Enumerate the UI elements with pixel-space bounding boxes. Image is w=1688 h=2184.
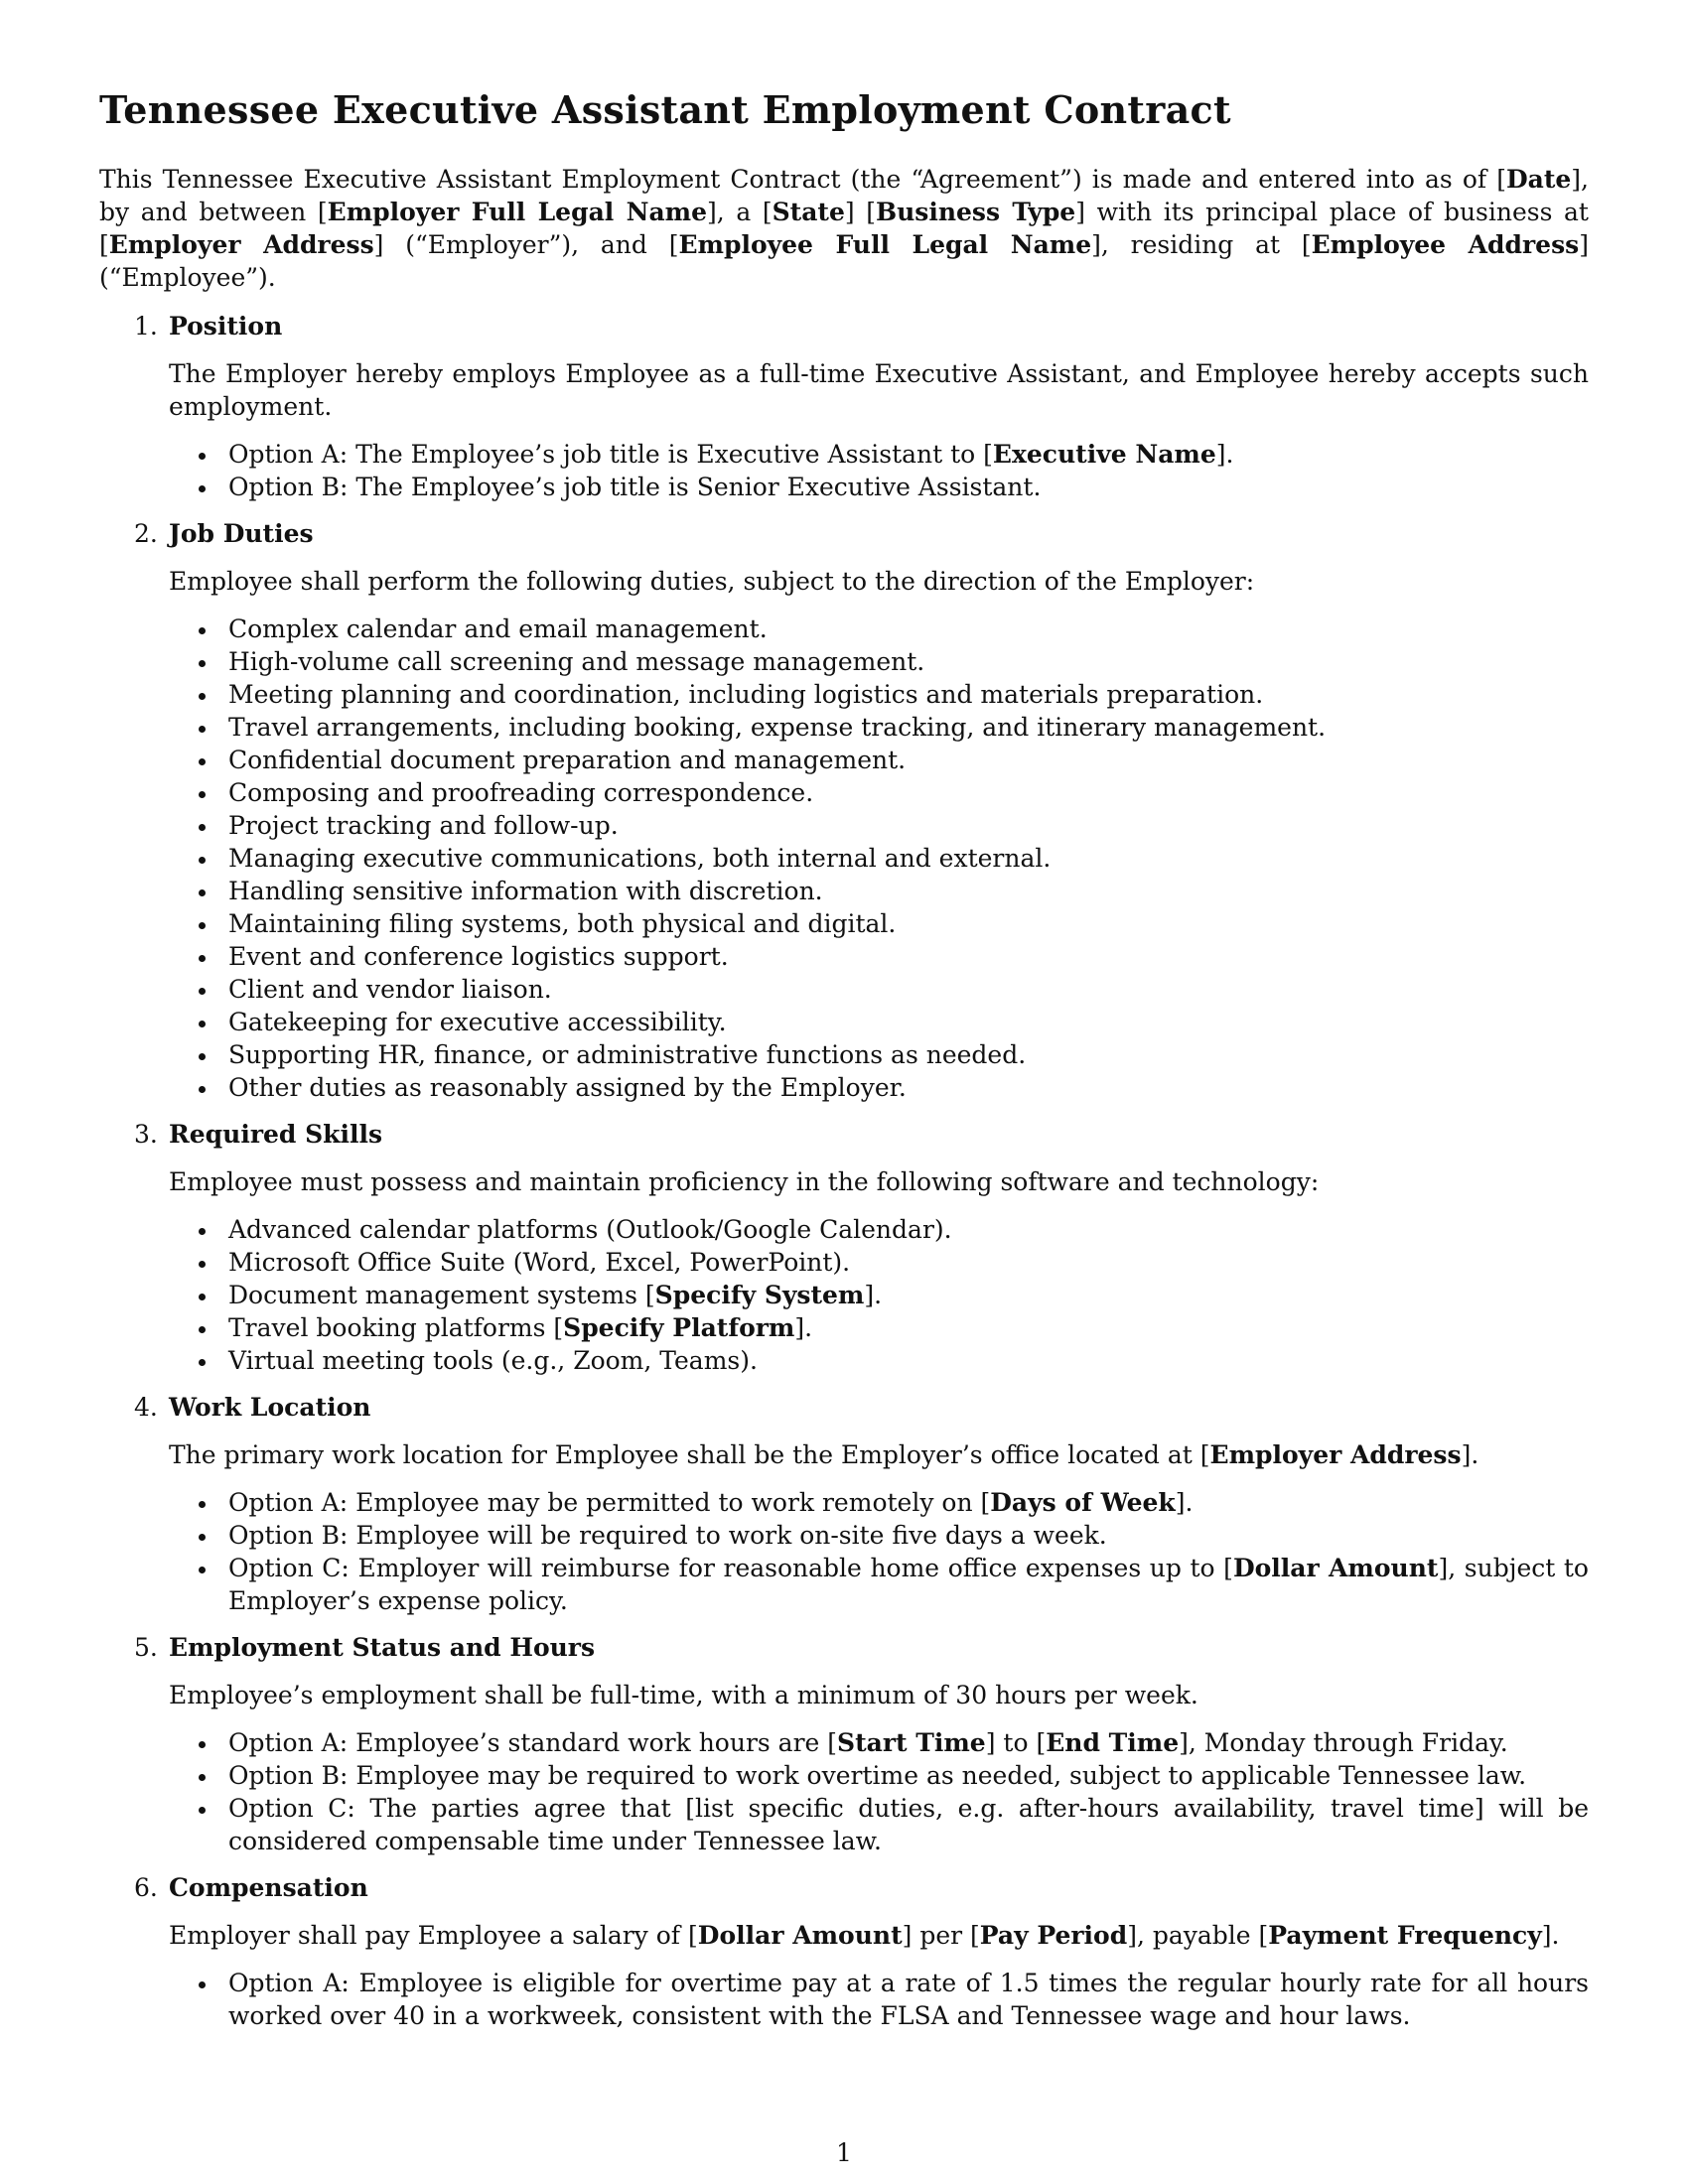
placeholder-executive-name: Executive Name [992, 439, 1216, 469]
option-item [169, 1552, 1589, 1617]
placeholder-employer-name: Employer Full Legal Name [327, 197, 708, 226]
list-item: Other duties as reasonably assigned by the Employer. [169, 1071, 1589, 1104]
intro-text: ] [ [844, 197, 876, 226]
list-item: Client and vendor liaison. [169, 973, 1589, 1006]
list-item: Supporting HR, finance, or administrative functions as needed. [169, 1038, 1589, 1071]
section-paragraph: Employee shall perform the following duties, subject to the direction of the Employer: [169, 566, 1255, 596]
section-paragraph: Employee’s employment shall be full-time, with a minimum of 30 hours per week. [169, 1680, 1198, 1709]
section-compensation [99, 1871, 1589, 2032]
section-work-location [99, 1391, 1589, 1617]
placeholder-dollar-amount: Dollar Amount [697, 1920, 903, 1950]
option-list [169, 438, 1589, 503]
placeholder-pay-period: Pay Period [979, 1920, 1128, 1950]
option-list [169, 1486, 1589, 1617]
placeholder-date: Date [1505, 164, 1572, 194]
option-text: Option A: The Employee’s job title is Executive Assistant to [ [228, 439, 993, 469]
placeholder-days-of-week: Days of Week [990, 1487, 1176, 1517]
list-item: Gatekeeping for executive accessibility. [169, 1006, 1589, 1038]
intro-text: ], residing at [ [1091, 229, 1312, 259]
list-item: Composing and proofreading correspondence. [169, 776, 1589, 809]
skill-list [169, 1213, 1589, 1377]
option-item [169, 438, 1589, 471]
intro-text: This Tennessee Executive Assistant Employment Contract (the “Agreement”) is made and entered into as of [ [99, 164, 1506, 194]
list-item: Meeting planning and coordination, including logistics and materials preparation. [169, 678, 1589, 711]
placeholder-business-type: Business Type [875, 197, 1076, 226]
placeholder-employer-address: Employer Address [108, 229, 374, 259]
option-item [169, 1726, 1589, 1759]
intro-text: ], a [ [707, 197, 773, 226]
list-item [169, 1279, 1589, 1311]
paragraph-text: ]. [1461, 1439, 1479, 1469]
option-item: Option B: The Employee’s job title is Senior Executive Assistant. [169, 471, 1589, 503]
document-title: Tennessee Executive Assistant Employment Contract [99, 87, 1231, 132]
option-item: Option B: Employee may be required to work overtime as needed, subject to applicable Tennessee law. [169, 1759, 1589, 1792]
duty-list [169, 613, 1589, 1104]
placeholder-payment-frequency: Payment Frequency [1268, 1920, 1542, 1950]
item-text: ]. [794, 1312, 813, 1342]
section-paragraph: The Employer hereby employs Employee as a full-time Executive Assistant, and Employee hereby accepts such employment. [169, 358, 1589, 421]
intro-paragraph [99, 163, 1589, 294]
list-item: High-volume call screening and message management. [169, 645, 1589, 678]
option-text: Option A: Employee’s standard work hours are [ [228, 1727, 838, 1757]
option-text: ], Monday through Friday. [1179, 1727, 1508, 1757]
option-item: Option B: Employee will be required to work on-site five days a week. [169, 1519, 1589, 1552]
list-item: Advanced calendar platforms (Outlook/Google Calendar). [169, 1213, 1589, 1246]
option-text: ] to [ [985, 1727, 1047, 1757]
intro-text: ] (“Employee”). [99, 229, 1589, 292]
list-item: Managing executive communications, both internal and external. [169, 842, 1589, 875]
placeholder-dollar-amount: Dollar Amount [1232, 1553, 1439, 1582]
placeholder-end-time: End Time [1046, 1727, 1180, 1757]
intro-text: ] (“Employer”), and [ [373, 229, 679, 259]
list-item: Virtual meeting tools (e.g., Zoom, Teams). [169, 1344, 1589, 1377]
paragraph-text: ] per [ [902, 1920, 980, 1950]
section-number: 4. [134, 1392, 158, 1422]
paragraph-text: Employer shall pay Employee a salary of [ [169, 1920, 698, 1950]
section-number: 5. [134, 1632, 158, 1662]
intro-text: ], by and between [ [99, 164, 1589, 226]
section-heading: Required Skills [169, 1119, 383, 1149]
section-employment-status [99, 1631, 1589, 1857]
section-heading: Employment Status and Hours [169, 1632, 596, 1662]
item-text: Travel booking platforms [ [228, 1312, 564, 1342]
option-text: Option C: Employer will reimburse for reasonable home office expenses up to [ [228, 1553, 1233, 1582]
section-paragraph [169, 1919, 1589, 1952]
section-heading: Work Location [169, 1392, 371, 1422]
list-item: Project tracking and follow-up. [169, 809, 1589, 842]
placeholder-start-time: Start Time [837, 1727, 986, 1757]
option-text: ]. [1215, 439, 1234, 469]
section-position [99, 310, 1589, 503]
section-required-skills [99, 1118, 1589, 1377]
placeholder-specify-platform: Specify Platform [563, 1312, 795, 1342]
placeholder-employer-address: Employer Address [1209, 1439, 1462, 1469]
option-item: Option A: Employee is eligible for overtime pay at a rate of 1.5 times the regular hourly rate for all hours worked over 40 in a workweek, consistent with the FLSA and Tennessee wage and hour laws. [169, 1967, 1589, 2032]
section-paragraph [169, 1438, 1589, 1471]
section-job-duties [99, 517, 1589, 1104]
intro-text: ] with its principal place of business at [ [99, 197, 1589, 259]
option-item: Option C: The parties agree that [list specific duties, e.g. after-hours availability, travel time] will be considered compensable time under Tennessee law. [169, 1792, 1589, 1857]
section-number: 6. [134, 1872, 158, 1902]
document-page [99, 87, 1589, 2046]
placeholder-specify-system: Specify System [654, 1280, 865, 1309]
list-item: Travel arrangements, including booking, expense tracking, and itinerary management. [169, 711, 1589, 744]
section-heading: Position [169, 311, 283, 341]
list-item: Complex calendar and email management. [169, 613, 1589, 645]
placeholder-employee-address: Employee Address [1311, 229, 1580, 259]
list-item: Microsoft Office Suite (Word, Excel, PowerPoint). [169, 1246, 1589, 1279]
page-number: 1 [836, 2138, 852, 2167]
list-item [169, 1311, 1589, 1344]
list-item: Maintaining filing systems, both physical and digital. [169, 907, 1589, 940]
section-heading: Compensation [169, 1872, 368, 1902]
option-text: ], subject to Employer’s expense policy. [228, 1553, 1589, 1615]
paragraph-text: The primary work location for Employee shall be the Employer’s office located at [ [169, 1439, 1210, 1469]
item-text: Document management systems [ [228, 1280, 655, 1309]
section-paragraph: Employee must possess and maintain proficiency in the following software and technology: [169, 1166, 1320, 1196]
option-text: Option A: Employee may be permitted to work remotely on [ [228, 1487, 991, 1517]
option-list [169, 1967, 1589, 2032]
paragraph-text: ], payable [ [1127, 1920, 1269, 1950]
option-text: ]. [1175, 1487, 1194, 1517]
list-item: Confidential document preparation and management. [169, 744, 1589, 776]
option-item [169, 1486, 1589, 1519]
list-item: Handling sensitive information with discretion. [169, 875, 1589, 907]
paragraph-text: ]. [1541, 1920, 1560, 1950]
section-number: 2. [134, 518, 158, 548]
section-list [99, 310, 1589, 2032]
section-number: 3. [134, 1119, 158, 1149]
item-text: ]. [864, 1280, 883, 1309]
placeholder-state: State [772, 197, 845, 226]
list-item: Event and conference logistics support. [169, 940, 1589, 973]
section-number: 1. [134, 311, 158, 341]
section-heading: Job Duties [169, 518, 314, 548]
option-list [169, 1726, 1589, 1857]
placeholder-employee-name: Employee Full Legal Name [678, 229, 1092, 259]
